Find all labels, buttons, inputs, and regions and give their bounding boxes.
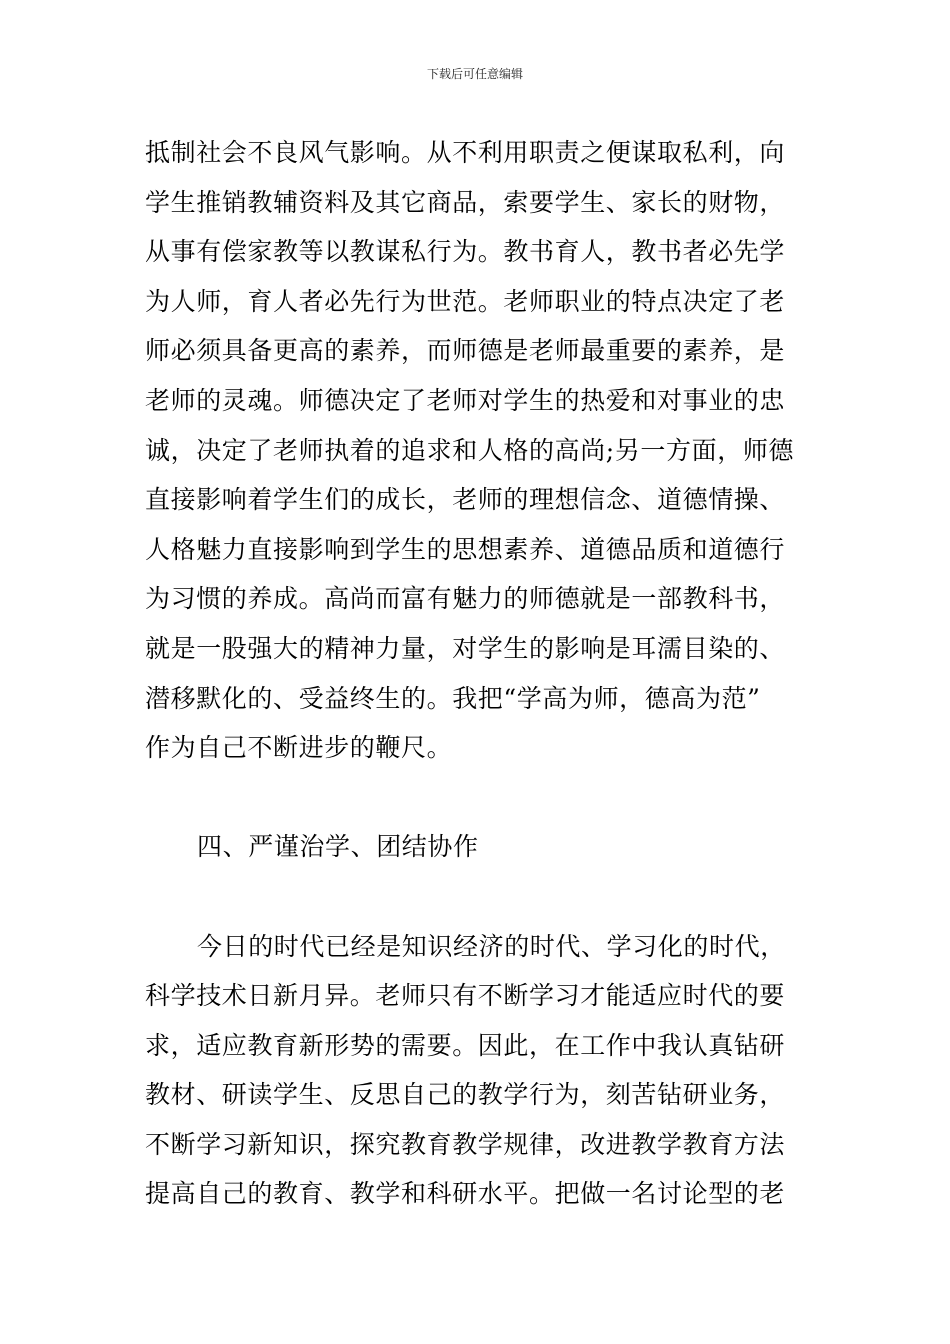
text-line: 求，适应教育新形势的需要。因此，在工作中我认真钻研 bbox=[145, 1030, 786, 1060]
text-line: 为人师，育人者必先行为世范。老师职业的特点决定了老 bbox=[145, 286, 786, 316]
text-line: 作为自己不断进步的鞭尺。 bbox=[145, 733, 453, 763]
text-line: 就是一股强大的精神力量，对学生的影响是耳濡目染的、 bbox=[145, 633, 786, 663]
page-header: 下载后可任意编辑 bbox=[426, 67, 523, 81]
paragraph-teacher-ethics bbox=[145, 128, 810, 773]
section-heading: 四、严谨治学、团结协作 bbox=[197, 832, 479, 862]
text-line: 诚，决定了老师执着的追求和人格的高尚;另一方面，师德 bbox=[145, 435, 795, 465]
paragraph-spacer bbox=[145, 773, 810, 823]
text-line: 教材、研读学生、反思自己的教学行为，刻苦钻研业务， bbox=[145, 1080, 786, 1110]
paragraph-rigorous-study bbox=[145, 922, 810, 1220]
text-line: 人格魅力直接影响到学生的思想素养、道德品质和道德行 bbox=[145, 534, 786, 564]
text-line: 为习惯的养成。高尚而富有魅力的师德就是一部教科书， bbox=[145, 584, 786, 614]
text-line: 学生推销教辅资料及其它商品，索要学生、家长的财物， bbox=[145, 187, 786, 217]
text-line: 直接影响着学生们的成长，老师的理想信念、道德情操、 bbox=[145, 485, 786, 515]
text-line: 从事有偿家教等以教谋私行为。教书育人，教书者必先学 bbox=[145, 237, 786, 267]
text-line: 老师的灵魂。师德决定了老师对学生的热爱和对事业的忠 bbox=[145, 385, 786, 415]
text-line: 潜移默化的、受益终生的。我把“学高为师，德高为范” bbox=[145, 683, 761, 713]
text-line: 不断学习新知识，探究教育教学规律，改进教学教育方法 bbox=[145, 1129, 786, 1159]
text-line: 提高自己的教育、教学和科研水平。把做一名讨论型的老 bbox=[145, 1179, 786, 1209]
document-body bbox=[145, 128, 810, 1219]
text-line: 科学技术日新月异。老师只有不断学习才能适应时代的要 bbox=[145, 981, 786, 1011]
text-line-first: 今日的时代已经是知识经济的时代、学习化的时代， bbox=[197, 931, 786, 961]
text-line: 抵制社会不良风气影响。从不利用职责之便谋取私利，向 bbox=[145, 138, 786, 167]
text-line: 师必须具备更高的素养，而师德是老师最重要的素养，是 bbox=[145, 336, 786, 366]
paragraph-spacer bbox=[145, 872, 810, 922]
